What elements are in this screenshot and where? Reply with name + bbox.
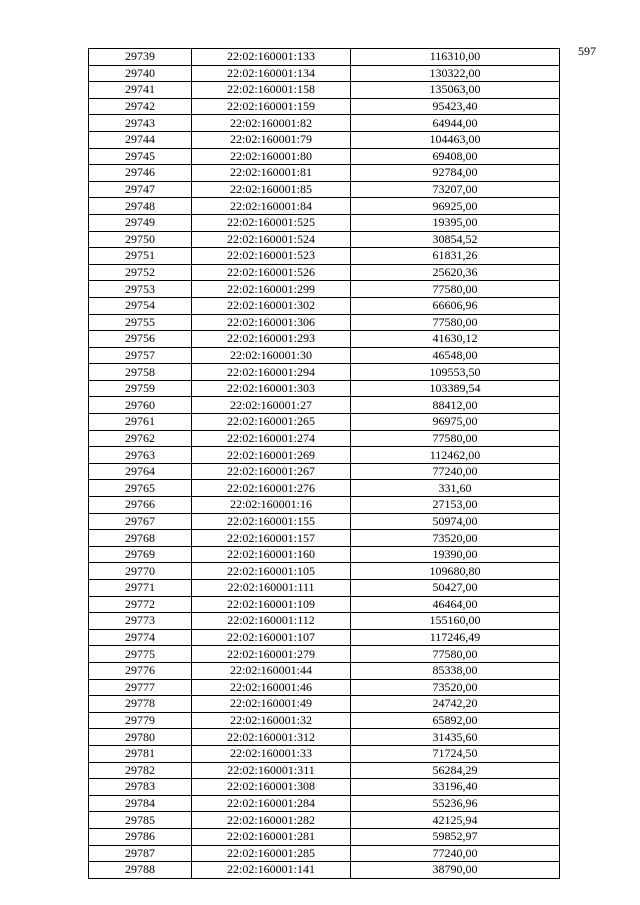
record-number-cell: 29769 (89, 546, 192, 563)
cadastral-value-cell: 116310,00 (351, 49, 560, 66)
table-row (89, 430, 560, 447)
cadastral-number-cell: 22:02:160001:526 (192, 264, 351, 281)
table-row (89, 364, 560, 381)
cadastral-number-cell: 22:02:160001:279 (192, 646, 351, 663)
record-number-cell: 29780 (89, 729, 192, 746)
record-number-cell: 29760 (89, 397, 192, 414)
cadastral-value-cell: 77240,00 (351, 463, 560, 480)
table-row (89, 82, 560, 99)
cadastral-value-cell: 109553,50 (351, 364, 560, 381)
cadastral-value-cell: 73520,00 (351, 530, 560, 547)
record-number-cell: 29750 (89, 231, 192, 248)
table-row (89, 596, 560, 613)
table-row (89, 530, 560, 547)
cadastral-value-cell: 130322,00 (351, 65, 560, 82)
table-row (89, 380, 560, 397)
cadastral-number-cell: 22:02:160001:525 (192, 214, 351, 231)
record-number-cell: 29776 (89, 662, 192, 679)
cadastral-value-cell: 77580,00 (351, 646, 560, 663)
table-row (89, 745, 560, 762)
table-row (89, 397, 560, 414)
record-number-cell: 29770 (89, 563, 192, 580)
table-row (89, 812, 560, 829)
record-number-cell: 29751 (89, 248, 192, 265)
table-row (89, 513, 560, 530)
table-row (89, 629, 560, 646)
cadastral-number-cell: 22:02:160001:84 (192, 198, 351, 215)
table-row (89, 729, 560, 746)
cadastral-number-cell: 22:02:160001:30 (192, 347, 351, 364)
record-number-cell: 29756 (89, 331, 192, 348)
table-row (89, 198, 560, 215)
cadastral-number-cell: 22:02:160001:306 (192, 314, 351, 331)
record-number-cell: 29783 (89, 779, 192, 796)
record-number-cell: 29787 (89, 845, 192, 862)
cadastral-value-cell: 27153,00 (351, 497, 560, 514)
record-number-cell: 29771 (89, 580, 192, 597)
record-number-cell: 29755 (89, 314, 192, 331)
cadastral-value-cell: 41630,12 (351, 331, 560, 348)
cadastral-value-cell: 56284,29 (351, 762, 560, 779)
cadastral-number-cell: 22:02:160001:274 (192, 430, 351, 447)
cadastral-number-cell: 22:02:160001:284 (192, 795, 351, 812)
table-row (89, 662, 560, 679)
table-row (89, 463, 560, 480)
table-row (89, 248, 560, 265)
record-number-cell: 29761 (89, 414, 192, 431)
table-row (89, 862, 560, 879)
record-number-cell: 29758 (89, 364, 192, 381)
table-row (89, 447, 560, 464)
record-number-cell: 29744 (89, 131, 192, 148)
table-row (89, 580, 560, 597)
record-number-cell: 29773 (89, 613, 192, 630)
cadastral-value-cell: 77580,00 (351, 281, 560, 298)
cadastral-value-cell: 77580,00 (351, 314, 560, 331)
cadastral-number-cell: 22:02:160001:105 (192, 563, 351, 580)
cadastral-value-cell: 92784,00 (351, 165, 560, 182)
cadastral-number-cell: 22:02:160001:159 (192, 98, 351, 115)
table-row (89, 49, 560, 66)
record-number-cell: 29752 (89, 264, 192, 281)
cadastral-value-cell: 331,60 (351, 480, 560, 497)
table-row (89, 214, 560, 231)
cadastral-value-cell: 112462,00 (351, 447, 560, 464)
cadastral-value-cell: 96975,00 (351, 414, 560, 431)
table-row (89, 281, 560, 298)
table-row (89, 347, 560, 364)
table-row (89, 646, 560, 663)
cadastral-value-cell: 109680,80 (351, 563, 560, 580)
record-number-cell: 29784 (89, 795, 192, 812)
cadastral-number-cell: 22:02:160001:311 (192, 762, 351, 779)
cadastral-number-cell: 22:02:160001:16 (192, 497, 351, 514)
table-row (89, 712, 560, 729)
registry-table (88, 48, 560, 879)
registry-table-body (89, 49, 560, 879)
record-number-cell: 29763 (89, 447, 192, 464)
cadastral-number-cell: 22:02:160001:141 (192, 862, 351, 879)
cadastral-number-cell: 22:02:160001:282 (192, 812, 351, 829)
table-row (89, 679, 560, 696)
cadastral-number-cell: 22:02:160001:32 (192, 712, 351, 729)
cadastral-value-cell: 38790,00 (351, 862, 560, 879)
record-number-cell: 29745 (89, 148, 192, 165)
record-number-cell: 29785 (89, 812, 192, 829)
cadastral-number-cell: 22:02:160001:157 (192, 530, 351, 547)
table-row (89, 264, 560, 281)
cadastral-value-cell: 117246,49 (351, 629, 560, 646)
record-number-cell: 29775 (89, 646, 192, 663)
cadastral-number-cell: 22:02:160001:44 (192, 662, 351, 679)
record-number-cell: 29746 (89, 165, 192, 182)
cadastral-number-cell: 22:02:160001:85 (192, 181, 351, 198)
cadastral-number-cell: 22:02:160001:33 (192, 745, 351, 762)
table-row (89, 414, 560, 431)
record-number-cell: 29781 (89, 745, 192, 762)
table-row (89, 845, 560, 862)
cadastral-value-cell: 24742,20 (351, 696, 560, 713)
table-row (89, 828, 560, 845)
cadastral-value-cell: 69408,00 (351, 148, 560, 165)
cadastral-value-cell: 77580,00 (351, 430, 560, 447)
table-row (89, 165, 560, 182)
cadastral-number-cell: 22:02:160001:267 (192, 463, 351, 480)
record-number-cell: 29765 (89, 480, 192, 497)
cadastral-value-cell: 77240,00 (351, 845, 560, 862)
table-row (89, 480, 560, 497)
record-number-cell: 29772 (89, 596, 192, 613)
table-row (89, 297, 560, 314)
table-row (89, 696, 560, 713)
cadastral-number-cell: 22:02:160001:49 (192, 696, 351, 713)
cadastral-number-cell: 22:02:160001:160 (192, 546, 351, 563)
table-row (89, 65, 560, 82)
record-number-cell: 29777 (89, 679, 192, 696)
record-number-cell: 29741 (89, 82, 192, 99)
cadastral-number-cell: 22:02:160001:281 (192, 828, 351, 845)
table-row (89, 563, 560, 580)
cadastral-number-cell: 22:02:160001:312 (192, 729, 351, 746)
table-row (89, 497, 560, 514)
cadastral-number-cell: 22:02:160001:293 (192, 331, 351, 348)
cadastral-number-cell: 22:02:160001:308 (192, 779, 351, 796)
cadastral-value-cell: 19390,00 (351, 546, 560, 563)
table-row (89, 148, 560, 165)
cadastral-number-cell: 22:02:160001:285 (192, 845, 351, 862)
record-number-cell: 29748 (89, 198, 192, 215)
cadastral-number-cell: 22:02:160001:112 (192, 613, 351, 630)
cadastral-number-cell: 22:02:160001:269 (192, 447, 351, 464)
cadastral-number-cell: 22:02:160001:524 (192, 231, 351, 248)
cadastral-number-cell: 22:02:160001:294 (192, 364, 351, 381)
cadastral-number-cell: 22:02:160001:276 (192, 480, 351, 497)
cadastral-value-cell: 95423,40 (351, 98, 560, 115)
cadastral-value-cell: 88412,00 (351, 397, 560, 414)
table-row (89, 181, 560, 198)
cadastral-value-cell: 64944,00 (351, 115, 560, 132)
cadastral-value-cell: 50427,00 (351, 580, 560, 597)
cadastral-number-cell: 22:02:160001:109 (192, 596, 351, 613)
cadastral-value-cell: 96925,00 (351, 198, 560, 215)
record-number-cell: 29779 (89, 712, 192, 729)
cadastral-number-cell: 22:02:160001:299 (192, 281, 351, 298)
table-row (89, 314, 560, 331)
table-row (89, 98, 560, 115)
record-number-cell: 29782 (89, 762, 192, 779)
cadastral-number-cell: 22:02:160001:80 (192, 148, 351, 165)
cadastral-value-cell: 33196,40 (351, 779, 560, 796)
table-row (89, 115, 560, 132)
cadastral-value-cell: 30854,52 (351, 231, 560, 248)
table-row (89, 331, 560, 348)
cadastral-value-cell: 73207,00 (351, 181, 560, 198)
cadastral-value-cell: 46464,00 (351, 596, 560, 613)
cadastral-value-cell: 135063,00 (351, 82, 560, 99)
cadastral-number-cell: 22:02:160001:158 (192, 82, 351, 99)
cadastral-number-cell: 22:02:160001:46 (192, 679, 351, 696)
cadastral-value-cell: 61831,26 (351, 248, 560, 265)
cadastral-number-cell: 22:02:160001:79 (192, 131, 351, 148)
cadastral-number-cell: 22:02:160001:265 (192, 414, 351, 431)
cadastral-number-cell: 22:02:160001:107 (192, 629, 351, 646)
cadastral-value-cell: 25620,36 (351, 264, 560, 281)
cadastral-number-cell: 22:02:160001:82 (192, 115, 351, 132)
record-number-cell: 29767 (89, 513, 192, 530)
cadastral-value-cell: 66606,96 (351, 297, 560, 314)
record-number-cell: 29768 (89, 530, 192, 547)
record-number-cell: 29762 (89, 430, 192, 447)
record-number-cell: 29764 (89, 463, 192, 480)
table-row (89, 546, 560, 563)
table-row (89, 762, 560, 779)
cadastral-number-cell: 22:02:160001:27 (192, 397, 351, 414)
table-row (89, 231, 560, 248)
record-number-cell: 29754 (89, 297, 192, 314)
cadastral-value-cell: 42125,94 (351, 812, 560, 829)
record-number-cell: 29766 (89, 497, 192, 514)
cadastral-value-cell: 104463,00 (351, 131, 560, 148)
record-number-cell: 29743 (89, 115, 192, 132)
table-row (89, 613, 560, 630)
cadastral-number-cell: 22:02:160001:302 (192, 297, 351, 314)
cadastral-number-cell: 22:02:160001:133 (192, 49, 351, 66)
record-number-cell: 29757 (89, 347, 192, 364)
cadastral-value-cell: 155160,00 (351, 613, 560, 630)
record-number-cell: 29778 (89, 696, 192, 713)
cadastral-value-cell: 50974,00 (351, 513, 560, 530)
cadastral-value-cell: 19395,00 (351, 214, 560, 231)
cadastral-value-cell: 103389,54 (351, 380, 560, 397)
cadastral-value-cell: 71724,50 (351, 745, 560, 762)
record-number-cell: 29786 (89, 828, 192, 845)
record-number-cell: 29788 (89, 862, 192, 879)
cadastral-value-cell: 55236,96 (351, 795, 560, 812)
table-row (89, 131, 560, 148)
cadastral-number-cell: 22:02:160001:81 (192, 165, 351, 182)
cadastral-number-cell: 22:02:160001:523 (192, 248, 351, 265)
cadastral-value-cell: 65892,00 (351, 712, 560, 729)
cadastral-value-cell: 46548,00 (351, 347, 560, 364)
record-number-cell: 29747 (89, 181, 192, 198)
record-number-cell: 29742 (89, 98, 192, 115)
record-number-cell: 29740 (89, 65, 192, 82)
cadastral-number-cell: 22:02:160001:155 (192, 513, 351, 530)
record-number-cell: 29749 (89, 214, 192, 231)
cadastral-number-cell: 22:02:160001:134 (192, 65, 351, 82)
record-number-cell: 29753 (89, 281, 192, 298)
record-number-cell: 29774 (89, 629, 192, 646)
table-row (89, 779, 560, 796)
cadastral-value-cell: 85338,00 (351, 662, 560, 679)
cadastral-value-cell: 59852,97 (351, 828, 560, 845)
record-number-cell: 29739 (89, 49, 192, 66)
page-number: 597 (578, 44, 596, 58)
table-row (89, 795, 560, 812)
cadastral-value-cell: 31435,60 (351, 729, 560, 746)
record-number-cell: 29759 (89, 380, 192, 397)
cadastral-number-cell: 22:02:160001:303 (192, 380, 351, 397)
cadastral-value-cell: 73520,00 (351, 679, 560, 696)
cadastral-number-cell: 22:02:160001:111 (192, 580, 351, 597)
